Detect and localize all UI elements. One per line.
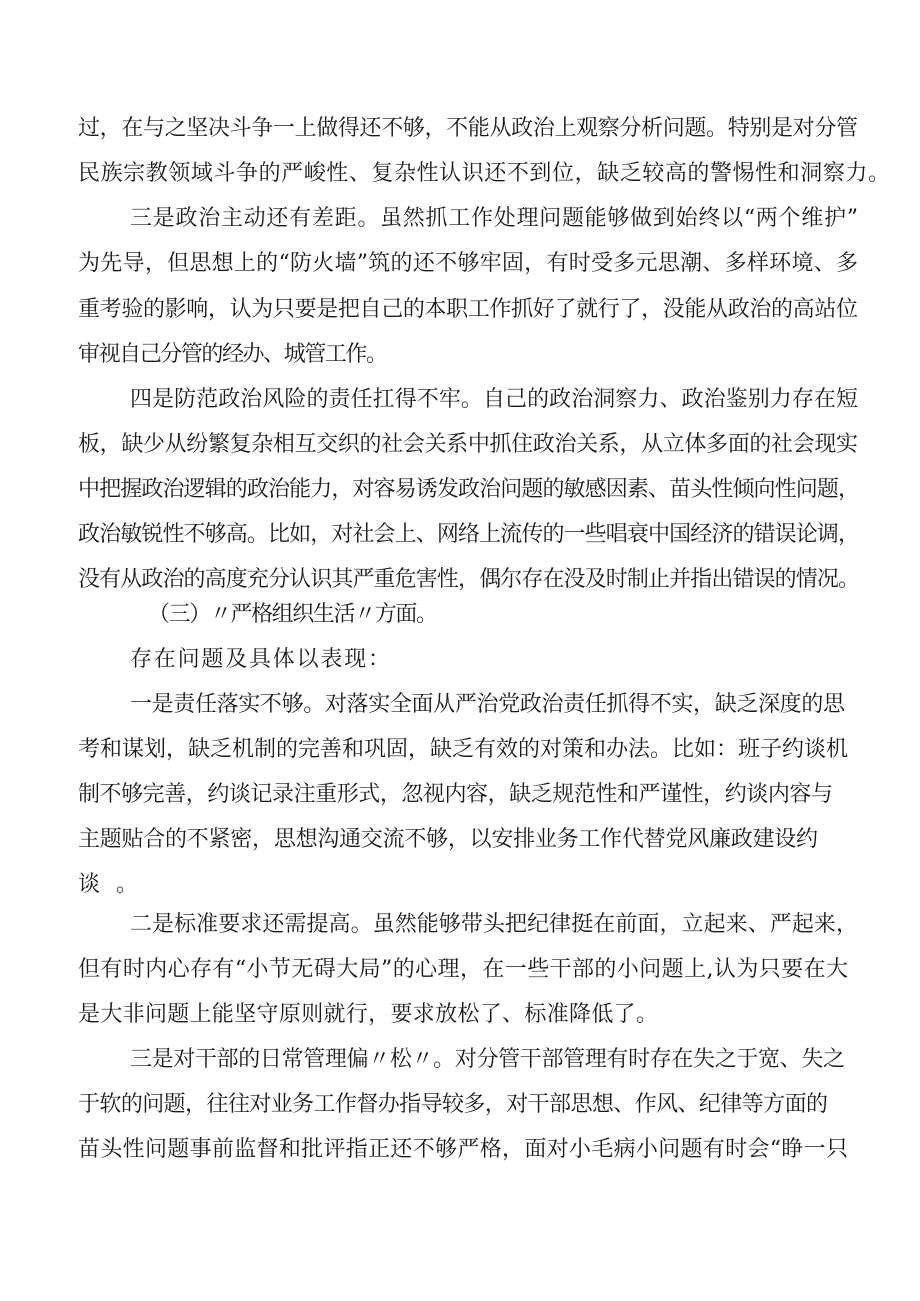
text-line: 没有从政治的高度充分认识其严重危害性，偶尔存在没及时制止并指出错误的情况。 (78, 567, 860, 592)
text-line: 政治敏锐性不够高。比如，对社会上、网络上流传的一些唱衰中国经济的错误论调， (78, 522, 860, 547)
text-line: 但有时内心存有“小节无碍大局”的心理，在一些干部的小问题上,认为只要在大 (78, 957, 849, 982)
text-line: 中把握政治逻辑的政治能力，对容易诱发政治问题的敏感因素、苗头性倾向性问题， (78, 477, 860, 502)
text-line: 制不够完善，约谈记录注重形式，忽视内容，缺乏规范性和严谨性，约谈内容与 (78, 782, 833, 807)
section-heading: （三）〃严格组织生活〃方面。 (148, 602, 437, 627)
text-line: 三是对干部的日常管理偏〃松〃。对分管干部管理有时存在失之于宽、失之 (130, 1047, 845, 1072)
text-line: 考和谋划，缺乏机制的完善和巩固，缺乏有效的对策和办法。比如：班子约谈机 (78, 737, 849, 762)
text-line: 为先导，但思想上的“防火墙”筑的还不够牢固，有时受多元思潮、多样环境、多 (78, 251, 859, 276)
text-line: 二是标准要求还需提高。虽然能够带头把纪律挺在前面，立起来、严起来， (130, 912, 859, 937)
text-line: 于软的问题，往往对业务工作督办指导较多，对干部思想、作风、纪律等方面的 (78, 1092, 828, 1117)
text-line: 重考验的影响，认为只要是把自己的本职工作抓好了就行了，没能从政治的高站位 (78, 297, 858, 322)
text-line: 四是防范政治风险的责任扛得不牢。自己的政治洞察力、政治鉴别力存在短 (130, 387, 859, 412)
text-line: 过，在与之坚决斗争一上做得还不够，不能从政治上观察分析问题。特别是对分管 (78, 116, 858, 141)
text-line: 是大非问题上能坚守原则就行，要求放松了、标准降低了。 (78, 1002, 659, 1027)
text-line: 板，缺少从纷繁复杂相互交织的社会关系中抓住政治关系，从立体多面的社会现实 (78, 432, 858, 457)
text-line: 民族宗教领域斗争的严峻性、复杂性认识还不到位，缺乏较高的警惕性和洞察力。 (78, 161, 891, 186)
text-line: 审视自己分管的经办、城管工作。 (78, 342, 387, 367)
text-line: 存在问题及具体以表现： (130, 647, 392, 672)
text-line: 一是责任落实不够。对落实全面从严治党政治责任抓得不实，缺乏深度的思 (130, 692, 845, 717)
text-line: 主题贴合的不紧密，思想沟通交流不够，以安排业务工作代替党风廉政建设约 (78, 827, 818, 852)
text-line: 三是政治主动还有差距。虽然抓工作处理问题能够做到始终以“两个维护” (130, 206, 859, 231)
text-line: 谈。 (78, 872, 154, 897)
text-line: 苗头性问题事前监督和批评指正还不够严格，面对小毛病小问题有时会“睁一只 (78, 1137, 849, 1162)
